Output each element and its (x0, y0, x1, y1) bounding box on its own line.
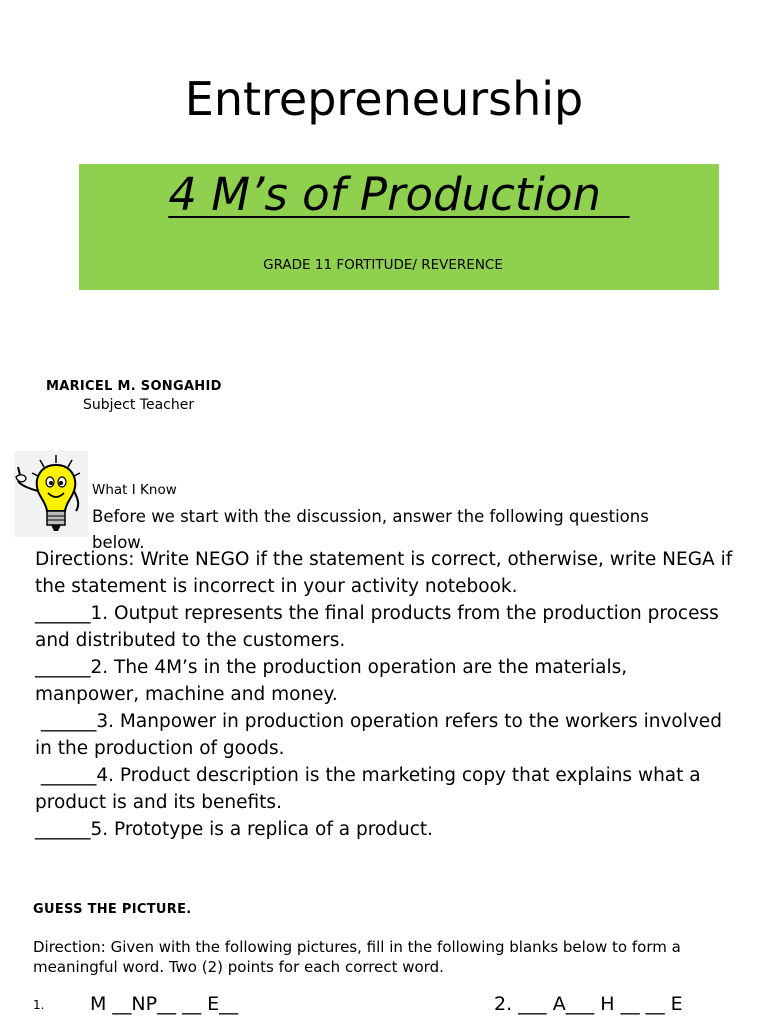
guess-direction: Direction: Given with the following pictures, fill in the following blanks below to form a meaningful word. Two (2) points for each correct word. (33, 938, 681, 976)
quiz-item: ______1. Output represents the final products from the production process and distributed to the customers. (35, 603, 725, 651)
guess-heading: GUESS THE PICTURE. (33, 902, 192, 917)
quiz-item: ______4. Product description is the marketing copy that explains what a product is and its benefits. (35, 765, 707, 813)
guess-word-1: M __NP__ __ E__ (90, 993, 239, 1015)
quiz-item: ______2. The 4M’s in the production operation are the materials, manpower, machine and money. (35, 657, 634, 705)
guess-item-number: 1. (33, 998, 45, 1012)
banner-subtitle: 4 M’s of Production (168, 168, 630, 221)
lightbulb-icon (14, 451, 88, 537)
section-intro: Before we start with the discussion, answer the following questions below. (92, 507, 649, 552)
teacher-name: MARICEL M. SONGAHID (46, 379, 222, 394)
title-banner (79, 164, 719, 290)
quiz-item: ______3. Manpower in production operation refers to the workers involved in the production of goods. (35, 711, 728, 759)
banner-grade: GRADE 11 FORTITUDE/ REVERENCE (263, 257, 503, 273)
directions-block (35, 546, 739, 843)
directions-text: Directions: Write NEGO if the statement is correct, otherwise, write NEGA if the statement is incorrect in your activity notebook. (35, 549, 739, 597)
quiz-item: ______5. Prototype is a replica of a product. (35, 819, 433, 840)
page-title: Entrepreneurship (184, 72, 584, 126)
teacher-role: Subject Teacher (83, 397, 195, 413)
guess-word-2: 2. ___ A___ H __ __ E (494, 993, 683, 1015)
section-heading-what-i-know: What I Know (92, 482, 177, 498)
